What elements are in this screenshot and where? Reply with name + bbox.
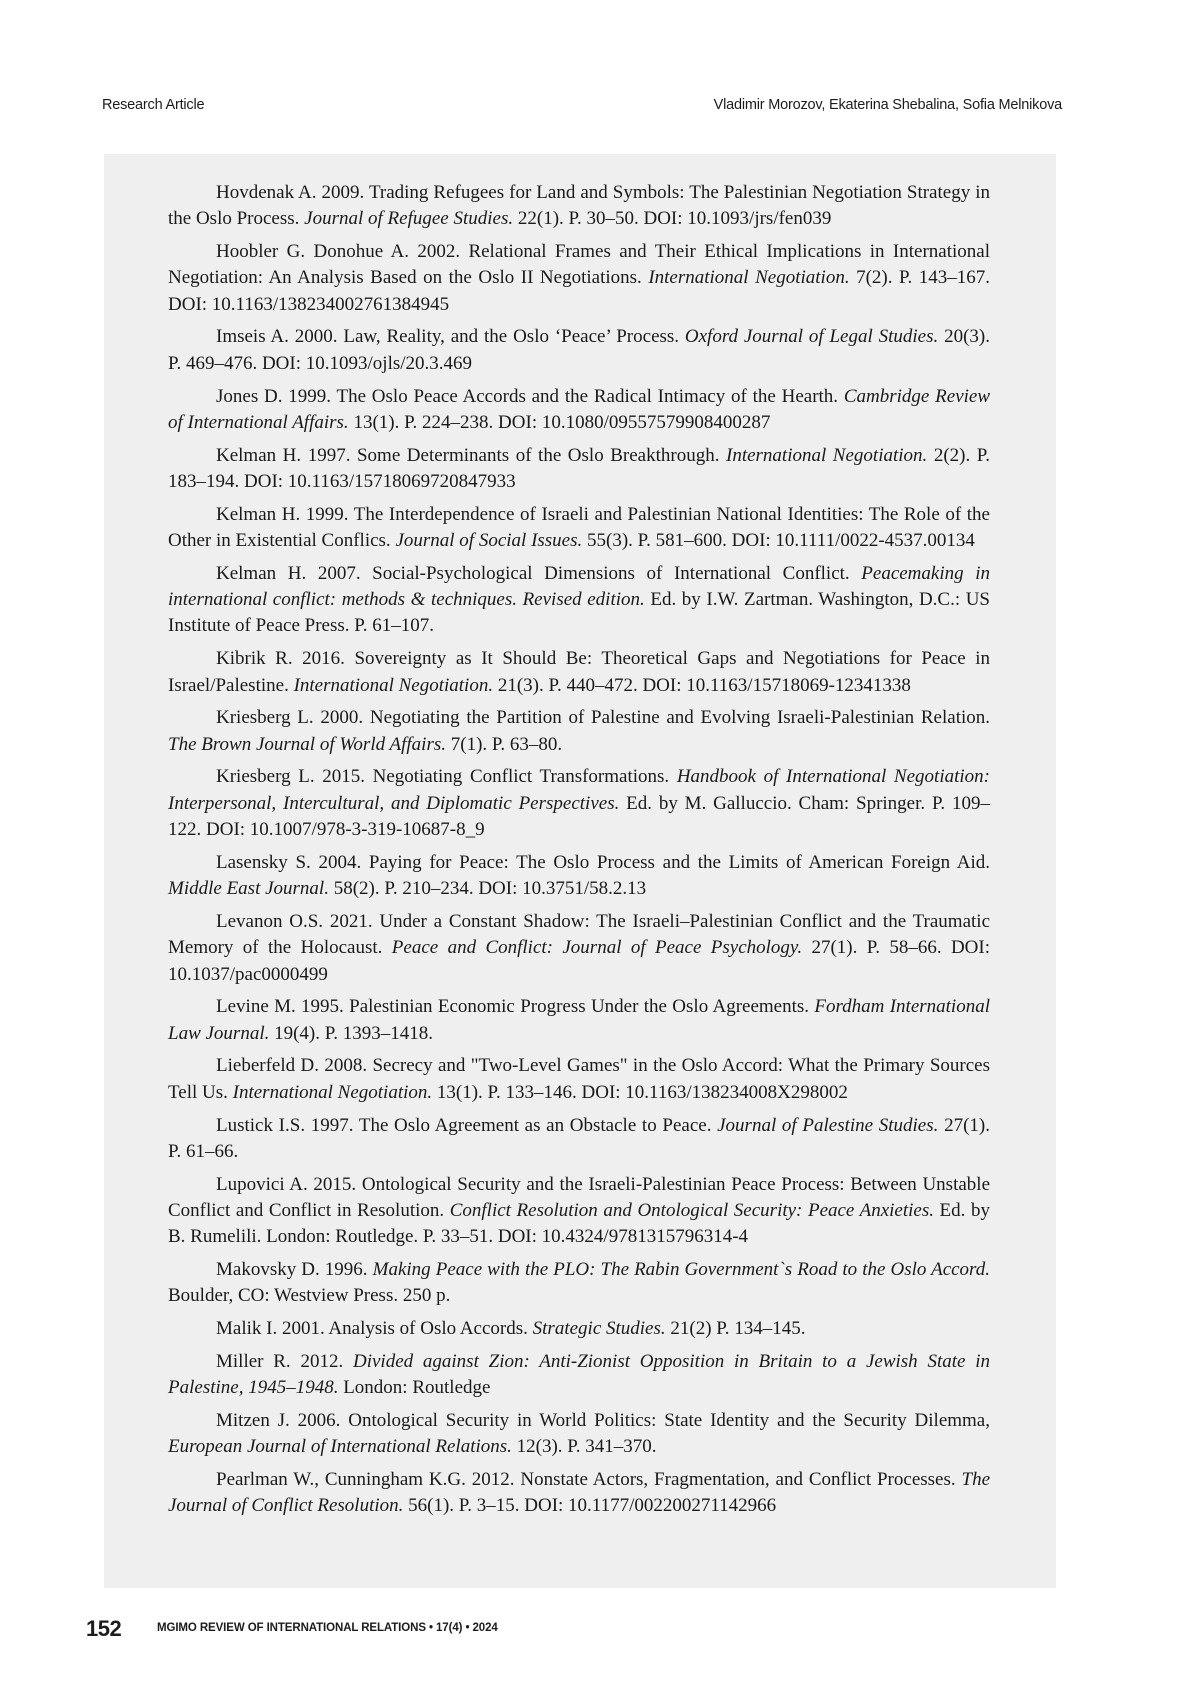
reference-source: Handbook of International Negotiation: Interpersonal, Intercultural, and Diplomatic Perspectives. [168, 766, 990, 813]
reference-source: Journal of Palestine Studies. [717, 1115, 938, 1136]
reference-entry [168, 384, 990, 437]
reference-text: Jones D. 1999. The Oslo Peace Accords and the Radical Intimacy of the Hearth. [216, 386, 844, 407]
reference-details: Ed. by M. Galluccio. Cham: Springer. P. 109–122. DOI: 10.1007/978-3-319-10687-8_9 [168, 793, 990, 840]
reference-entry [168, 646, 990, 699]
reference-entry [168, 239, 990, 318]
reference-source: Journal of Refugee Studies. [304, 208, 513, 229]
reference-source: Middle East Journal. [168, 878, 329, 899]
reference-text: Hovdenak A. 2009. Trading Refugees for Land and Symbols: The Palestinian Negotiation Strategy in the Oslo Process. [168, 182, 990, 229]
reference-text: Miller R. 2012. [216, 1351, 353, 1372]
reference-text: Hoobler G. Donohue A. 2002. Relational Frames and Their Ethical Implications in International Negotiation: An Analysis Based on the Oslo II Negotiations. [168, 241, 990, 288]
reference-text: Levanon O.S. 2021. Under a Constant Shadow: The Israeli–Palestinian Conflict and the Traumatic Memory of the Holocaust. [168, 911, 990, 958]
author-names: Vladimir Morozov, Ekaterina Shebalina, Sofia Melnikova [714, 97, 1062, 113]
reference-entry [168, 994, 990, 1047]
reference-text: Kriesberg L. 2015. Negotiating Conflict Transformations. [216, 766, 677, 787]
reference-source: The Journal of Conflict Resolution. [168, 1469, 990, 1516]
reference-entry [168, 705, 990, 758]
reference-text: Imseis A. 2000. Law, Reality, and the Oslo ‘Peace’ Process. [216, 326, 685, 347]
reference-details: 19(4). P. 1393–1418. [269, 1023, 433, 1044]
reference-entry [168, 1467, 990, 1520]
reference-entry [168, 180, 990, 233]
reference-source: Cambridge Review of International Affairs. [168, 386, 990, 433]
reference-details: 13(1). P. 133–146. DOI: 10.1163/138234008X298002 [432, 1082, 848, 1103]
reference-source: Conflict Resolution and Ontological Security: Peace Anxieties. [450, 1200, 934, 1221]
reference-details: 21(3). P. 440–472. DOI: 10.1163/15718069-12341338 [493, 675, 911, 696]
reference-details: London: Routledge [338, 1377, 490, 1398]
reference-details: 27(1). P. 58–66. DOI: 10.1037/pac0000499 [168, 937, 990, 984]
reference-text: Malik I. 2001. Analysis of Oslo Accords. [216, 1318, 533, 1339]
reference-text: Pearlman W., Cunningham K.G. 2012. Nonstate Actors, Fragmentation, and Conflict Processes. [216, 1469, 962, 1490]
journal-name: MGIMO REVIEW OF INTERNATIONAL RELATIONS • 17(4) • 2024 [157, 1622, 498, 1634]
reference-entry [168, 1113, 990, 1166]
reference-entry [168, 561, 990, 640]
reference-details: 55(3). P. 581–600. DOI: 10.1111/0022-4537.00134 [582, 530, 975, 551]
reference-details: 12(3). P. 341–370. [512, 1436, 657, 1457]
reference-text: Lieberfeld D. 2008. Secrecy and "Two-Level Games" in the Oslo Accord: What the Primary Sources Tell Us. [168, 1055, 990, 1102]
reference-text: Kibrik R. 2016. Sovereignty as It Should Be: Theoretical Gaps and Negotiations for Peace in Israel/Palestine. [168, 648, 990, 695]
reference-source: International Negotiation. [726, 445, 927, 466]
reference-entry [168, 764, 990, 843]
reference-details: Boulder, CO: Westview Press. 250 p. [168, 1285, 450, 1306]
reference-source: European Journal of International Relations. [168, 1436, 512, 1457]
reference-text: Lasensky S. 2004. Paying for Peace: The Oslo Process and the Limits of American Foreign Aid. [216, 852, 990, 873]
reference-details: 56(1). P. 3–15. DOI: 10.1177/002200271142966 [403, 1495, 776, 1516]
reference-source: Divided against Zion: Anti-Zionist Opposition in Britain to a Jewish State in Palestine, 1945–1948. [168, 1351, 990, 1398]
reference-details: 20(3). P. 469–476. DOI: 10.1093/ojls/20.3.469 [168, 326, 990, 373]
section-label: Research Article [102, 97, 204, 113]
reference-entry [168, 1053, 990, 1106]
reference-text: Kelman H. 1999. The Interdependence of Israeli and Palestinian National Identities: The Role of the Other in Existential Conflics. [168, 504, 990, 551]
reference-entry [168, 1349, 990, 1402]
reference-entry [168, 443, 990, 496]
reference-text: Kelman H. 2007. Social-Psychological Dimensions of International Conflict. [216, 563, 861, 584]
reference-details: 21(2) P. 134–145. [666, 1318, 806, 1339]
reference-details: Ed. by I.W. Zartman. Washington, D.C.: US Institute of Peace Press. P. 61–107. [168, 589, 990, 636]
reference-source: International Negotiation. [294, 675, 494, 696]
reference-source: International Negotiation. [648, 267, 849, 288]
reference-text: Makovsky D. 1996. [216, 1259, 373, 1280]
reference-entry [168, 1408, 990, 1461]
reference-source: Strategic Studies. [533, 1318, 666, 1339]
reference-source: Fordham International Law Journal. [168, 996, 990, 1043]
reference-text: Lupovici A. 2015. Ontological Security and the Israeli-Palestinian Peace Process: Between Unstable Conflict and Conflict in Resolution. [168, 1174, 990, 1221]
reference-entry [168, 909, 990, 988]
reference-details: 27(1). P. 61–66. [168, 1115, 990, 1162]
reference-text: Mitzen J. 2006. Ontological Security in World Politics: State Identity and the Security Dilemma, [216, 1410, 990, 1431]
reference-text: Levine M. 1995. Palestinian Economic Progress Under the Oslo Agreements. [216, 996, 814, 1017]
reference-entry [168, 324, 990, 377]
reference-text: Kelman H. 1997. Some Determinants of the Oslo Breakthrough. [216, 445, 726, 466]
reference-text: Kriesberg L. 2000. Negotiating the Partition of Palestine and Evolving Israeli-Palestinian Relation. [216, 707, 990, 728]
reference-details: Ed. by B. Rumelili. London: Routledge. P. 33–51. DOI: 10.4324/9781315796314-4 [168, 1200, 990, 1247]
reference-text: Lustick I.S. 1997. The Oslo Agreement as an Obstacle to Peace. [216, 1115, 717, 1136]
reference-details: 22(1). P. 30–50. DOI: 10.1093/jrs/fen039 [513, 208, 831, 229]
reference-entry [168, 850, 990, 903]
reference-source: Making Peace with the PLO: The Rabin Government`s Road to the Oslo Accord. [373, 1259, 990, 1280]
reference-source: Peace and Conflict: Journal of Peace Psychology. [392, 937, 802, 958]
reference-details: 2(2). P. 183–194. DOI: 10.1163/15718069720847933 [168, 445, 990, 492]
reference-source: Oxford Journal of Legal Studies. [685, 326, 938, 347]
reference-details: 13(1). P. 224–238. DOI: 10.1080/09557579908400287 [349, 412, 771, 433]
reference-entry [168, 1316, 990, 1342]
running-head [102, 97, 1062, 121]
reference-source: Peacemaking in international conflict: methods & techniques. Revised edition. [168, 563, 990, 610]
page-number: 152 [86, 1616, 121, 1642]
reference-details: 7(1). P. 63–80. [446, 734, 562, 755]
reference-details: 7(2). P. 143–167. DOI: 10.1163/138234002761384945 [168, 267, 990, 314]
reference-entry [168, 1257, 990, 1310]
reference-source: International Negotiation. [233, 1082, 433, 1103]
reference-details: 58(2). P. 210–234. DOI: 10.3751/58.2.13 [329, 878, 646, 899]
reference-entry [168, 1172, 990, 1251]
reference-list [104, 154, 1056, 1588]
reference-source: The Brown Journal of World Affairs. [168, 734, 446, 755]
reference-source: Journal of Social Issues. [395, 530, 582, 551]
reference-entry [168, 502, 990, 555]
